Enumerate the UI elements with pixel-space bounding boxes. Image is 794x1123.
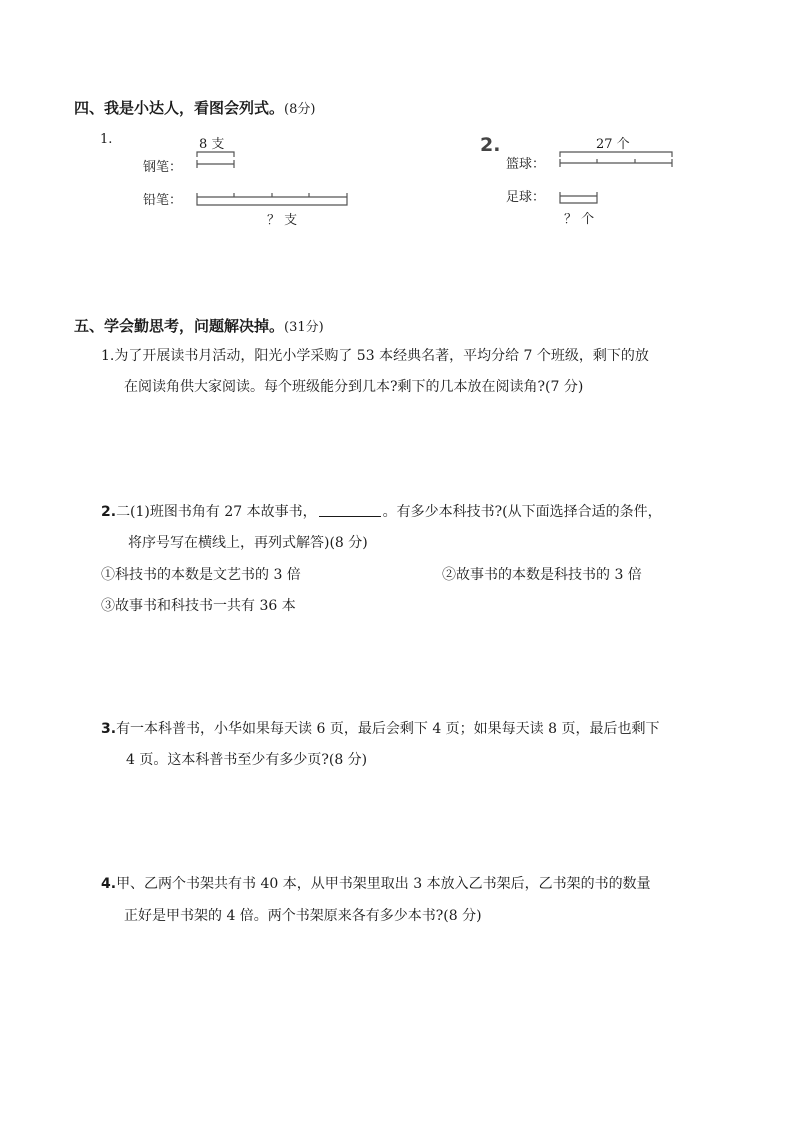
diagram-2-bottom-label: ？ 个 bbox=[564, 212, 595, 227]
diagram-2-top-brace bbox=[560, 152, 672, 157]
question-3-number: 3. bbox=[101, 721, 117, 737]
diagram-1-row2-label: 铅笔： bbox=[143, 193, 183, 208]
question-2-option-3: ③故事书和科技书一共有 36 本 bbox=[101, 598, 296, 614]
diagram-1-bottom-label: ？ 支 bbox=[267, 213, 298, 228]
question-3-line-2: 4 页。这本科普书至少有多少页?(8 分) bbox=[126, 752, 368, 768]
section-5-title-text: 五、学会勤思考，问题解决掉。 bbox=[74, 317, 285, 335]
question-3-text: 有一本科普书，小华如果每天读 6 页，最后会剩下 4 页；如果每天读 8 页，最后也剩下 bbox=[116, 721, 660, 737]
question-4-line-1 bbox=[101, 869, 651, 900]
question-4-number: 4. bbox=[101, 876, 117, 892]
diagram-1-bottom-brace bbox=[197, 201, 347, 205]
section-5-title bbox=[74, 315, 324, 336]
diagram-2-row2-label: 足球： bbox=[506, 190, 546, 205]
section-4-points: (8分) bbox=[284, 102, 316, 117]
question-2-line-1 bbox=[101, 497, 662, 528]
diagram-2-number: 2. bbox=[480, 134, 501, 156]
section-5-points: (31分) bbox=[284, 320, 324, 335]
question-2-option-1: ①科技书的本数是文艺书的 3 倍 bbox=[101, 567, 301, 583]
question-2-text-after: 。有多少本科技书?(从下面选择合适的条件， bbox=[382, 504, 662, 520]
diagram-1-top-label: 8 支 bbox=[199, 137, 225, 152]
diagram-2-segments bbox=[555, 140, 680, 215]
diagram-1-segments bbox=[190, 140, 355, 215]
diagram-1-number: 1. bbox=[100, 132, 113, 147]
question-2-option-2: ②故事书的本数是科技书的 3 倍 bbox=[442, 567, 642, 583]
question-1-line-2: 在阅读角供大家阅读。每个班级能分到几本?剩下的几本放在阅读角?(7 分) bbox=[124, 379, 584, 395]
question-2-text-before: 二(1)班图书角有 27 本故事书， bbox=[116, 504, 317, 520]
question-2-line-2: 将序号写在横线上，再列式解答)(8 分) bbox=[128, 535, 368, 551]
question-2-answer-blank[interactable] bbox=[319, 502, 381, 517]
diagram-1-top-brace bbox=[197, 152, 234, 157]
diagram-2-top-label: 27 个 bbox=[596, 137, 630, 152]
section-4-title-text: 四、我是小达人，看图会列式。 bbox=[74, 99, 285, 117]
diagram-2-bottom-brace bbox=[560, 200, 597, 203]
section-4-title bbox=[74, 97, 315, 118]
question-4-line-2: 正好是甲书架的 4 倍。两个书架原来各有多少本书?(8 分) bbox=[124, 908, 482, 924]
question-3-line-1 bbox=[101, 714, 659, 745]
question-4-text: 甲、乙两个书架共有书 40 本，从甲书架里取出 3 本放入乙书架后，乙书架的书的数量 bbox=[116, 876, 651, 892]
diagram-2-row1-label: 篮球： bbox=[506, 157, 546, 172]
question-1-line-1: 1.为了开展读书月活动，阳光小学采购了 53 本经典名著，平均分给 7 个班级，剩下的放 bbox=[101, 348, 649, 364]
diagram-1-row1-label: 钢笔： bbox=[143, 160, 183, 175]
question-2-number: 2. bbox=[101, 504, 117, 520]
